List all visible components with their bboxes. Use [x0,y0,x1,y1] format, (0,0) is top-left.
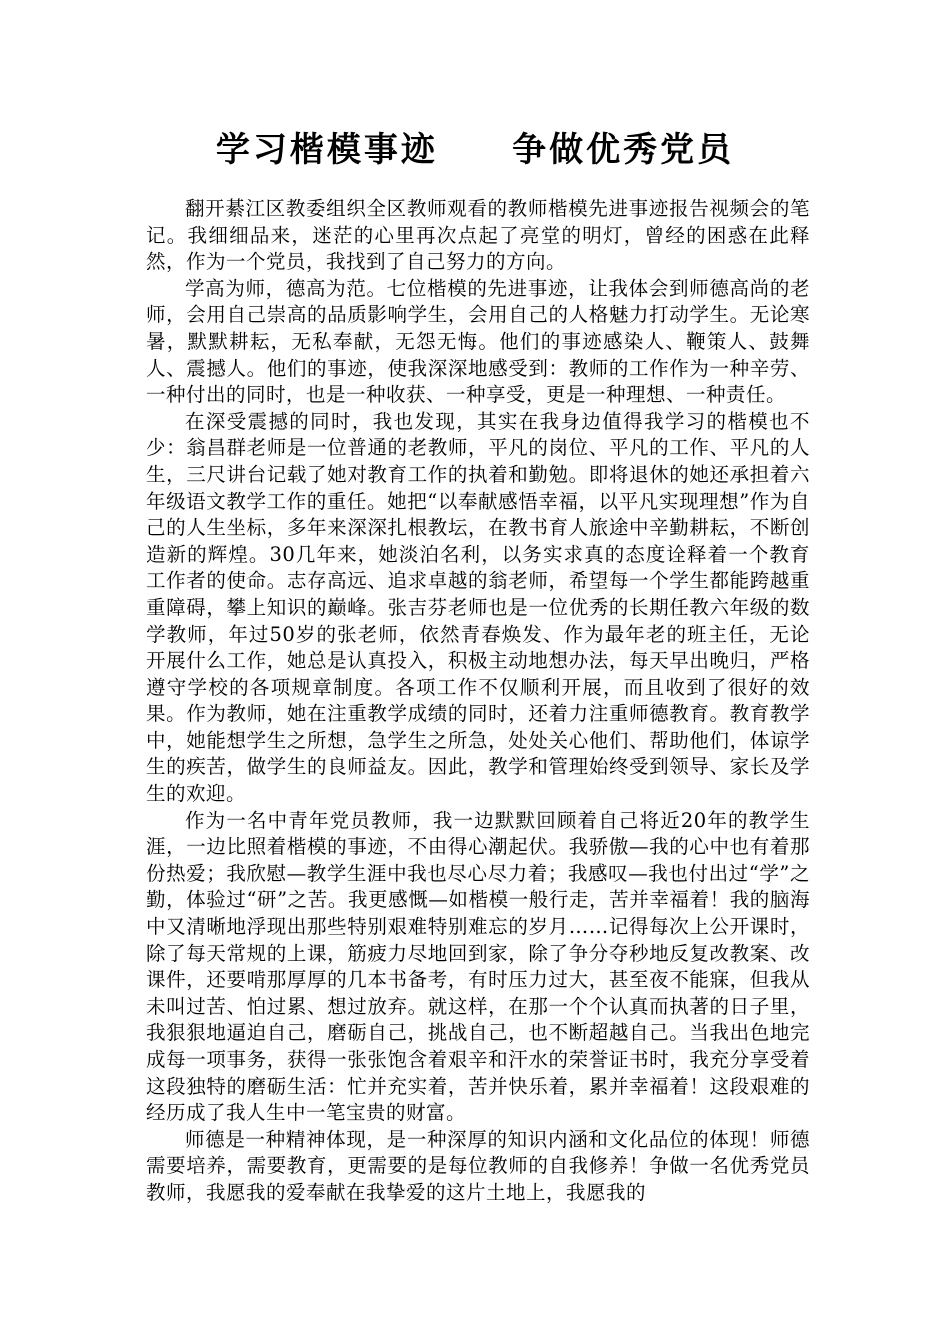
paragraph: 师德是一种精神体现，是一种深厚的知识内涵和文化品位的体现！师德需要培养，需要教育，更需要的是每位教师的自我修养！争做一名优秀党员教师，我愿我的爱奉献在我挚爱的这片土地上，我愿我的 [146,1127,810,1204]
paragraph: 学高为师，德高为范。七位楷模的先进事迹，让我体会到师德高尚的老师，会用自己崇高的品质影响学生，会用自己的人格魅力打动学生。无论寒暑，默默耕耘，无私奉献，无怨无悔。他们的事迹感染人、鞭策人、鼓舞人、震撼人。他们的事迹，使我深深地感受到：教师的工作作为一种辛劳、一种付出的同时，也是一种收获、一种享受，更是一种理想、一种责任。 [146,276,810,407]
document-title: 学习楷模事迹 争做优秀党员 [215,130,735,170]
document-body [146,196,810,1207]
paragraph: 作为一名中青年党员教师，我一边默默回顾着自己将近20年的教学生涯，一边比照着楷模的事迹，不由得心潮起伏。我骄傲—我的心中也有着那份热爱；我欣慰—教学生涯中我也尽心尽力着；我感叹—我也付出过“学”之勤，体验过“研”之苦。我更感慨—如楷模一般行走，苦并幸福着！我的脑海中又清晰地浮现出那些特别艰难特别难忘的岁月……记得每次上公开课时，除了每天常规的上课，筋疲力尽地回到家，除了争分夺秒地反复改教案、改课件，还要啃那厚厚的几本书备考，有时压力过大，甚至夜不能寐，但我从未叫过苦、怕过累、想过放弃。就这样，在那一个个认真而执著的日子里，我狠狠地逼迫自己，磨砺自己，挑战自己，也不断超越自己。当我出色地完成每一项事务，获得一张张饱含着艰辛和汗水的荣誉证书时，我充分享受着这段独特的磨砺生活：忙并充实着，苦并快乐着，累并幸福着！这段艰难的经历成了我人生中一笔宝贵的财富。 [146,808,810,1125]
paragraph: 在深受震撼的同时，我也发现，其实在我身边值得我学习的楷模也不少：翁昌群老师是一位普通的老教师，平凡的岗位、平凡的工作、平凡的人生，三尺讲台记载了她对教育工作的执着和勤勉。即将退休的她还承担着六年级语文教学工作的重任。她把“以奉献感悟幸福，以平凡实现理想”作为自己的人生坐标，多年来深深扎根教坛，在教书育人旅途中辛勤耕耘，不断创造新的辉煌。30几年来，她淡泊名利，以务实求真的态度诠释着一个教育工作者的使命。志存高远、追求卓越的翁老师，希望每一个学生都能跨越重重障碍，攀上知识的巅峰。张吉芬老师也是一位优秀的长期任教六年级的数学教师，年过50岁的张老师，依然青春焕发、作为最年老的班主任，无论开展什么工作，她总是认真投入，积极主动地想办法，每天早出晚归，严格遵守学校的各项规章制度。各项工作不仅顺利开展，而且收到了很好的效果。作为教师，她在注重教学成绩的同时，还着力注重师德教育。教育教学中，她能想学生之所想，急学生之所急，处处关心他们、帮助他们，体谅学生的疾苦，做学生的良师益友。因此，教学和管理始终受到领导、家长及学生的欢迎。 [146,409,810,806]
paragraph: 翻开綦江区教委组织全区教师观看的教师楷模先进事迹报告视频会的笔记。我细细品来，迷茫的心里再次点起了亮堂的明灯，曾经的困惑在此释然，作为一个党员，我找到了自己努力的方向。 [146,197,810,274]
